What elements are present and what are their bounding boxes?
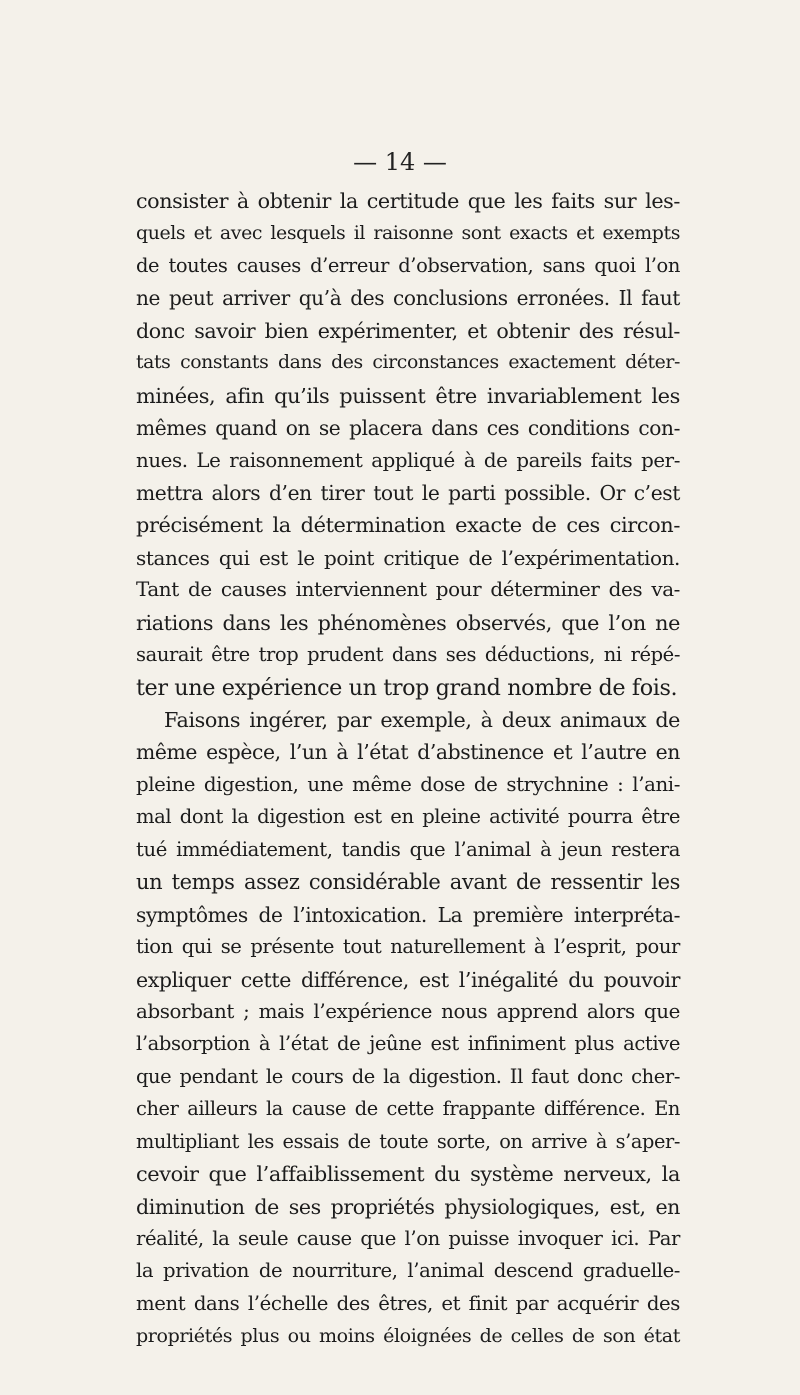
body-text [136,185,680,1353]
text-line: mêmes quand on se placera dans ces conditions con- [136,416,680,441]
text-line: symptômes de l’intoxication. La première interpréta- [136,902,680,927]
text-line: Faisons ingérer, par exemple, à deux animaux de [164,708,680,732]
text-line: diminution de ses propriétés physiologiques, est, en [136,1194,680,1219]
text-line: saurait être trop prudent dans ses déductions, ni répé- [136,643,680,667]
text-line: de toutes causes d’erreur d’observation, sans quoi l’on [136,253,680,277]
text-line: la privation de nourriture, l’animal descend graduelle- [136,1259,680,1283]
text-line: cevoir que l’affaiblissement du système nerveux, la [136,1162,680,1187]
text-line: pleine digestion, une même dose de strychnine : l’ani- [136,772,680,796]
text-line: riations dans les phénomènes observés, que l’on ne [136,610,680,635]
text-line: minées, afin qu’ils puissent être invariablement les [136,383,680,408]
text-line: mettra alors d’en tirer tout le parti possible. Or c’est [136,480,680,505]
text-line: précisément la détermination exacte de ces circon- [136,513,680,538]
text-line: cher ailleurs la cause de cette frappante différence. En [136,1097,680,1121]
text-line: Tant de causes interviennent pour déterminer des va- [136,578,680,602]
text-line: nues. Le raisonnement appliqué à de pareils faits per- [136,448,680,472]
text-line: consister à obtenir la certitude que les faits sur les- [136,189,680,213]
text-line: tion qui se présente tout naturellement à l’esprit, pour [136,935,680,959]
text-line: l’absorption à l’état de jeûne est infiniment plus active [136,1032,680,1056]
text-line: même espèce, l’un à l’état d’abstinence et l’autre en [136,740,680,765]
text-line: ter une expérience un trop grand nombre de fois. [136,674,678,701]
text-line: absorbant ; mais l’expérience nous apprend alors que [136,999,680,1023]
text-line: quels et avec lesquels il raisonne sont exacts et exempts [136,222,680,245]
text-line: donc savoir bien expérimenter, et obtenir des résul- [136,318,680,343]
text-line: ment dans l’échelle des êtres, et finit par acquérir des [136,1291,680,1315]
text-line: propriétés plus ou moins éloignées de celles de son état [136,1325,680,1348]
text-line: réalité, la seule cause que l’on puisse invoquer ici. Par [136,1227,680,1250]
text-line: tué immédiatement, tandis que l’animal à jeun restera [136,837,680,861]
text-line: tats constants dans des circonstances exactement déter- [136,352,680,374]
text-line: mal dont la digestion est en pleine activité pourra être [136,805,680,829]
page-number: — 14 — [353,148,447,176]
text-line: un temps assez considérable avant de ressentir les [136,870,680,895]
text-line: ne peut arriver qu’à des conclusions erronées. Il faut [136,286,680,311]
text-line: stances qui est le point critique de l’expérimentation. [136,545,680,570]
text-line: expliquer cette différence, est l’inégalité du pouvoir [136,967,680,992]
text-line: multipliant les essais de toute sorte, on arrive à s’aper- [136,1129,680,1153]
text-line: que pendant le cours de la digestion. Il faut donc cher- [136,1064,680,1088]
